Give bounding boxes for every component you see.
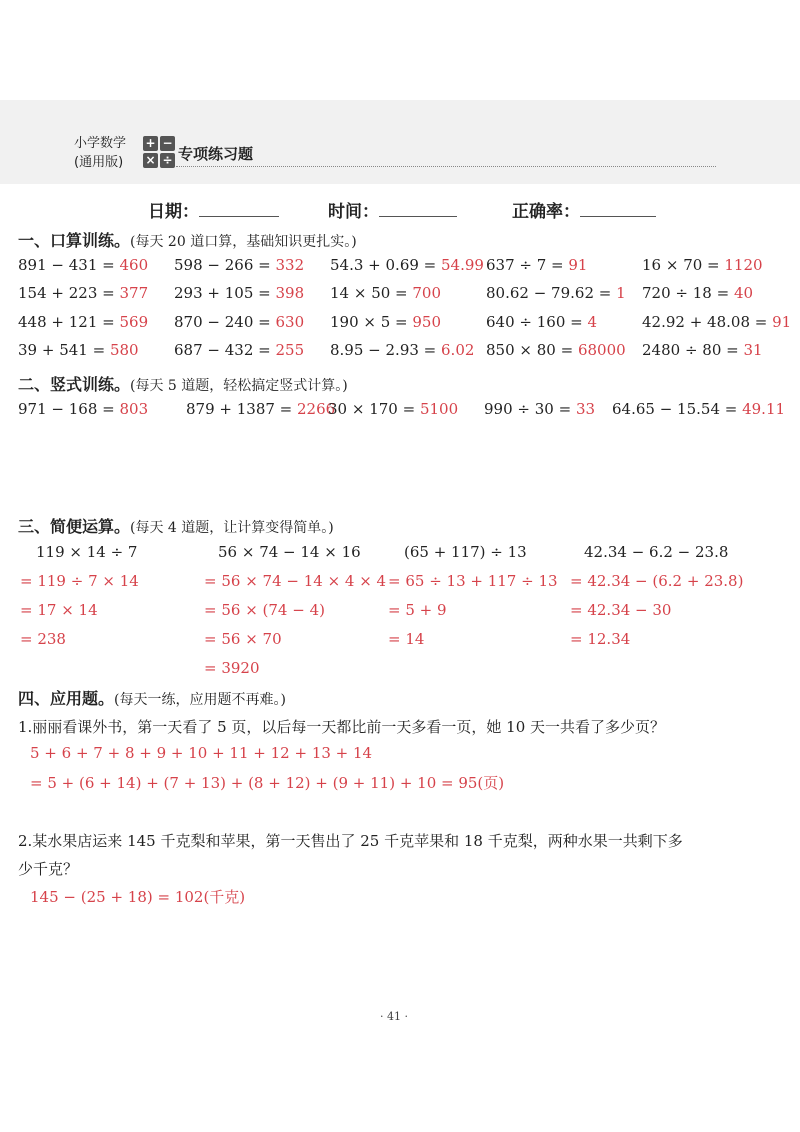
section1-heading — [18, 228, 357, 251]
simplify-problem: 119 × 14 ÷ 7 — [36, 543, 138, 561]
oral-calc-item — [330, 313, 441, 331]
oral-calc-item — [174, 341, 304, 359]
oral-calc-item — [486, 284, 626, 302]
equation: 640 ÷ 160 = — [486, 313, 588, 331]
equation: 879 + 1387 = — [186, 400, 298, 418]
accuracy-label: 正确率： — [512, 202, 580, 222]
equation: 30 × 170 = — [328, 400, 420, 418]
answer: 2266 — [297, 400, 336, 418]
answer: 91 — [772, 313, 792, 331]
simplify-problem: 56 × 74 − 14 × 16 — [218, 543, 361, 561]
accuracy-blank[interactable] — [580, 200, 656, 217]
equation: 80.62 − 79.62 = — [486, 284, 617, 302]
equation: 720 ÷ 18 = — [642, 284, 734, 302]
date-label: 日期： — [148, 202, 199, 222]
section4-note: (每天一练，应用题不再难。) — [114, 692, 286, 708]
minus-icon: − — [160, 136, 175, 151]
equation: 64.65 − 15.54 = — [612, 400, 743, 418]
equation: 190 × 5 = — [330, 313, 413, 331]
simplify-problem: 42.34 − 6.2 − 23.8 — [584, 543, 729, 561]
equation: 637 ÷ 7 = — [486, 256, 569, 274]
answer: 33 — [575, 400, 596, 418]
oral-calc-item — [486, 256, 587, 274]
oral-calc-item — [330, 256, 484, 274]
answer: 1120 — [724, 256, 763, 274]
time-blank[interactable] — [379, 200, 457, 217]
problem1-text: 1.丽丽看课外书，第一天看了 5 页，以后每一天都比前一天多看一页，她 10 天一共看了多少页？ — [18, 718, 666, 736]
answer: 950 — [412, 313, 442, 331]
answer: 40 — [733, 284, 754, 302]
oral-calc-item — [174, 313, 304, 331]
vertical-calc-item — [18, 400, 148, 418]
oral-calc-item — [18, 313, 148, 331]
time-field — [328, 197, 457, 222]
time-label: 时间： — [328, 202, 379, 222]
plus-icon: + — [143, 136, 158, 151]
oral-calc-item — [642, 256, 763, 274]
problem2-text-line1: 2.某水果店运来 145 千克梨和苹果，第一天售出了 25 千克苹果和 18 千克梨，两种水果一共剩下多 — [18, 832, 683, 850]
answer: 1 — [616, 284, 626, 302]
section3-note: (每天 4 道题，让计算变得简单。) — [130, 520, 334, 536]
section4-title: 四、应用题。 — [18, 689, 115, 708]
answer: 49.11 — [742, 400, 786, 418]
equation: 971 − 168 = — [18, 400, 120, 418]
problem2-answer: 145 − (25 + 18) = 102(千克) — [30, 888, 246, 906]
simplify-step: = 56 × 70 — [204, 630, 282, 648]
date-field — [148, 197, 279, 222]
oral-calc-item — [18, 256, 148, 274]
accuracy-field — [512, 197, 656, 222]
answer: 460 — [119, 256, 149, 274]
brand — [74, 134, 144, 172]
operator-icon — [143, 136, 175, 170]
equation: 2480 ÷ 80 = — [642, 341, 744, 359]
section1-note: (每天 20 道口算，基础知识更扎实。) — [130, 234, 357, 250]
vertical-calc-item — [328, 400, 458, 418]
oral-calc-item — [486, 341, 626, 359]
answer: 700 — [412, 284, 442, 302]
oral-calc-item — [18, 284, 148, 302]
equation: 14 × 50 = — [330, 284, 413, 302]
section3-heading — [18, 514, 334, 537]
header-divider — [176, 166, 716, 167]
simplify-step: = 14 — [388, 630, 425, 648]
vertical-calc-item — [484, 400, 595, 418]
simplify-problem: (65 + 117) ÷ 13 — [404, 543, 527, 561]
problem1-answer-line1: 5 + 6 + 7 + 8 + 9 + 10 + 11 + 12 + 13 + 14 — [30, 744, 373, 762]
simplify-step: = 5 + 9 — [388, 601, 447, 619]
answer: 803 — [119, 400, 149, 418]
oral-calc-item — [330, 284, 441, 302]
answer: 398 — [275, 284, 305, 302]
answer: 580 — [109, 341, 139, 359]
divide-icon: ÷ — [160, 153, 175, 168]
equation: 850 × 80 = — [486, 341, 578, 359]
series-title: 专项练习题 — [178, 145, 254, 163]
oral-calc-item — [174, 284, 304, 302]
page-number: · 41 · — [380, 1010, 408, 1023]
equation: 598 − 266 = — [174, 256, 276, 274]
brand-line1: 小学数学 — [74, 136, 127, 151]
simplify-step: = 3920 — [204, 659, 260, 677]
vertical-calc-item — [612, 400, 785, 418]
oral-calc-item — [486, 313, 597, 331]
answer: 255 — [275, 341, 305, 359]
equation: 891 − 431 = — [18, 256, 120, 274]
oral-calc-item — [330, 341, 474, 359]
section2-heading — [18, 372, 348, 395]
answer: 5100 — [419, 400, 459, 418]
equation: 448 + 121 = — [18, 313, 120, 331]
simplify-step: = 42.34 − (6.2 + 23.8) — [570, 572, 744, 590]
simplify-step: = 12.34 — [570, 630, 631, 648]
equation: 54.3 + 0.69 = — [330, 256, 442, 274]
problem1-answer-line2: = 5 + (6 + 14) + (7 + 13) + (8 + 12) + (9 + 11) + 10 = 95(页) — [30, 774, 505, 792]
simplify-step: = 119 ÷ 7 × 14 — [20, 572, 139, 590]
simplify-step: = 56 × 74 − 14 × 4 × 4 — [204, 572, 387, 590]
oral-calc-item — [174, 256, 304, 274]
oral-calc-item — [642, 284, 753, 302]
equation: 42.92 + 48.08 = — [642, 313, 773, 331]
section1-title: 一、口算训练。 — [18, 231, 131, 250]
oral-calc-item — [642, 341, 763, 359]
equation: 293 + 105 = — [174, 284, 276, 302]
equation: 39 + 541 = — [18, 341, 110, 359]
simplify-step: = 65 ÷ 13 + 117 ÷ 13 — [388, 572, 558, 590]
answer: 377 — [119, 284, 149, 302]
equation: 870 − 240 = — [174, 313, 276, 331]
answer: 91 — [568, 256, 588, 274]
answer: 6.02 — [441, 341, 475, 359]
simplify-step: = 17 × 14 — [20, 601, 98, 619]
answer: 630 — [275, 313, 305, 331]
section2-note: (每天 5 道题，轻松搞定竖式计算。) — [130, 378, 348, 394]
equation: 16 × 70 = — [642, 256, 725, 274]
section4-heading — [18, 686, 286, 709]
equation: 990 ÷ 30 = — [484, 400, 576, 418]
equation: 687 − 432 = — [174, 341, 276, 359]
oral-calc-item — [18, 341, 139, 359]
simplify-step: = 56 × (74 − 4) — [204, 601, 325, 619]
date-blank[interactable] — [199, 200, 279, 217]
times-icon: × — [143, 153, 158, 168]
section3-title: 三、简便运算。 — [18, 517, 131, 536]
brand-line2: (通用版) — [74, 155, 124, 170]
simplify-step: = 42.34 − 30 — [570, 601, 672, 619]
simplify-step: = 238 — [20, 630, 66, 648]
answer: 54.99 — [441, 256, 484, 274]
equation: 8.95 − 2.93 = — [330, 341, 442, 359]
answer: 332 — [275, 256, 305, 274]
equation: 154 + 223 = — [18, 284, 120, 302]
vertical-calc-item — [186, 400, 335, 418]
answer: 569 — [119, 313, 149, 331]
problem2-text-line2: 少千克？ — [18, 860, 79, 878]
oral-calc-item — [642, 313, 791, 331]
answer: 68000 — [577, 341, 626, 359]
answer: 31 — [743, 341, 763, 359]
answer: 4 — [587, 313, 598, 331]
section2-title: 二、竖式训练。 — [18, 375, 131, 394]
